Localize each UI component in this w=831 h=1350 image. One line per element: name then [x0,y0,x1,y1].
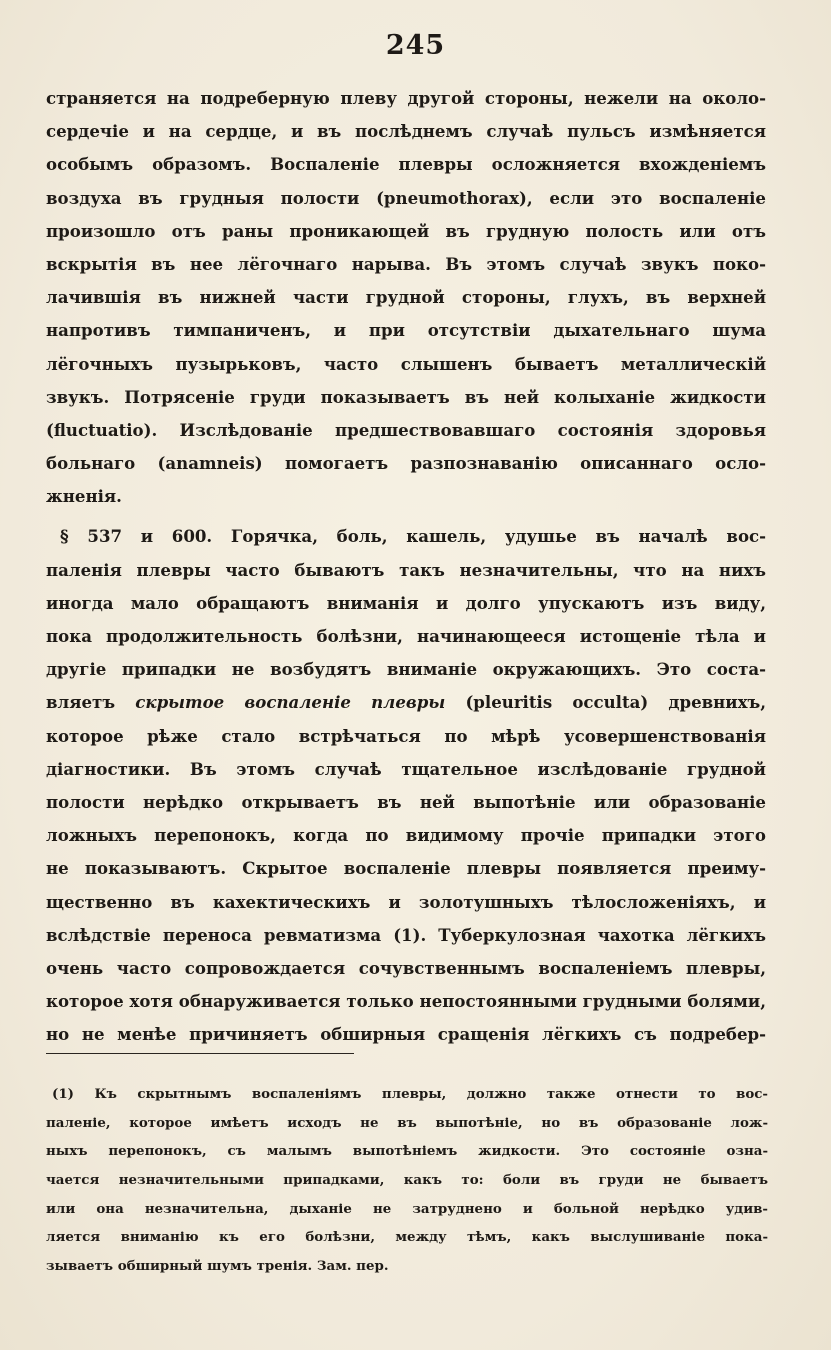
text-line: полости нерѣдко открываетъ въ ней выпотѣніе или образованіе [46,791,766,812]
footnote-line: чается незначительными припадками, какъ то: боли въ груди не бываетъ [46,1172,768,1189]
footnote-separator-rule [46,1053,354,1054]
text-line: сердечіе и на сердце, и въ послѣднемъ случаѣ пульсъ измѣняется [46,121,766,142]
text-line: иногда мало обращаютъ вниманія и долго упускаютъ изъ виду, [46,592,766,613]
text-line: вскрытія въ нее лёгочнаго нарыва. Въ этомъ случаѣ звукъ поко- [46,253,766,274]
text-line: лёгочныхъ пузырьковъ, часто слышенъ бываетъ металлическій [46,353,766,374]
footnote-line: паленіе, которое имѣетъ исходъ не въ выпотѣніе, но въ образованіе лож- [46,1114,768,1131]
footnote-line: ныхъ перепонокъ, съ малымъ выпотѣніемъ жидкости. Это состояніе озна- [46,1143,768,1160]
text-line: вслѣдствіе переноса ревматизма (1). Туберкулозная чахотка лёгкихъ [46,924,766,945]
text-line: (fluctuatio). Изслѣдованіе предшествовавшаго состоянія здоровья [46,419,766,440]
text-line: щественно въ кахектическихъ и золотушныхъ тѣлосложеніяхъ, и [46,891,766,912]
text-line: жненія. [46,486,122,507]
italic-term: скрытое воспаленіе плевры [135,692,446,713]
paragraph-start-line: § 537 и 600. Горячка, боль, кашель, удушье въ началѣ вос- [60,526,766,547]
footnote-line: или она незначительна, дыханіе не затруднено и больной нерѣдко удив- [46,1200,768,1217]
text-line: которое хотя обнаруживается только непостоянными грудными болями, [46,991,766,1012]
text-line: но не менѣе причиняетъ обширныя сращенія лёгкихъ съ подребер- [46,1024,766,1045]
text-line: воздуха въ грудныя полости (pneumothorax), если это воспаленіе [46,187,766,208]
text-line: страняется на подреберную плеву другой стороны, нежели на около- [46,88,766,108]
text-line: очень часто сопровождается сочувственнымъ воспаленіемъ плевры, [46,957,766,978]
text-line: другіе припадки не возбудятъ вниманіе окружающихъ. Это соста- [46,659,766,680]
body-text [46,82,766,1051]
text-line: діагностики. Въ этомъ случаѣ тщательное изслѣдованіе грудной [46,758,766,779]
text-line: произошло отъ раны проникающей въ грудную полость или отъ [46,220,766,241]
text-segment: (pleuritis occulta) древнихъ, [465,692,767,713]
text-line: напротивъ тимпаниченъ, и при отсутствіи дыхательнаго шума [46,320,766,341]
footnote-line: зываетъ обширный шумъ тренія. Зам. пер. [46,1258,389,1275]
text-line: паленія плевры часто бываютъ такъ незначительны, что на нихъ [46,559,766,580]
text-line-mixed [46,686,766,719]
text-line: лачившія въ нижней части грудной стороны, глухъ, въ верхней [46,287,766,308]
text-line: звукъ. Потрясеніе груди показываетъ въ ней колыханіе жидкости [46,386,766,407]
text-line: которое рѣже стало встрѣчаться по мѣрѣ усовершенствованія [46,725,766,746]
text-line: не показываютъ. Скрытое воспаленіе плевры появляется преиму- [46,858,766,879]
page-number: 245 [385,30,446,61]
text-segment: вляетъ [46,692,116,713]
footnote-block [46,1080,768,1281]
text-line: больнаго (anamneis) помогаетъ разпознаванію описаннаго осло- [46,453,766,474]
text-line: ложныхъ перепонокъ, когда по видимому прочіе припадки этого [46,825,766,846]
footnote-line: ляется вниманію къ его болѣзни, между тѣмъ, какъ выслушиваніе пока- [46,1229,768,1246]
footnote-line: (1) Къ скрытнымъ воспаленіямъ плевры, должно также отнести то вос- [52,1086,768,1102]
text-line: особымъ образомъ. Воспаленіе плевры осложняется вхожденіемъ [46,154,766,175]
text-line: пока продолжительность болѣзни, начинающееся истощеніе тѣла и [46,626,766,646]
